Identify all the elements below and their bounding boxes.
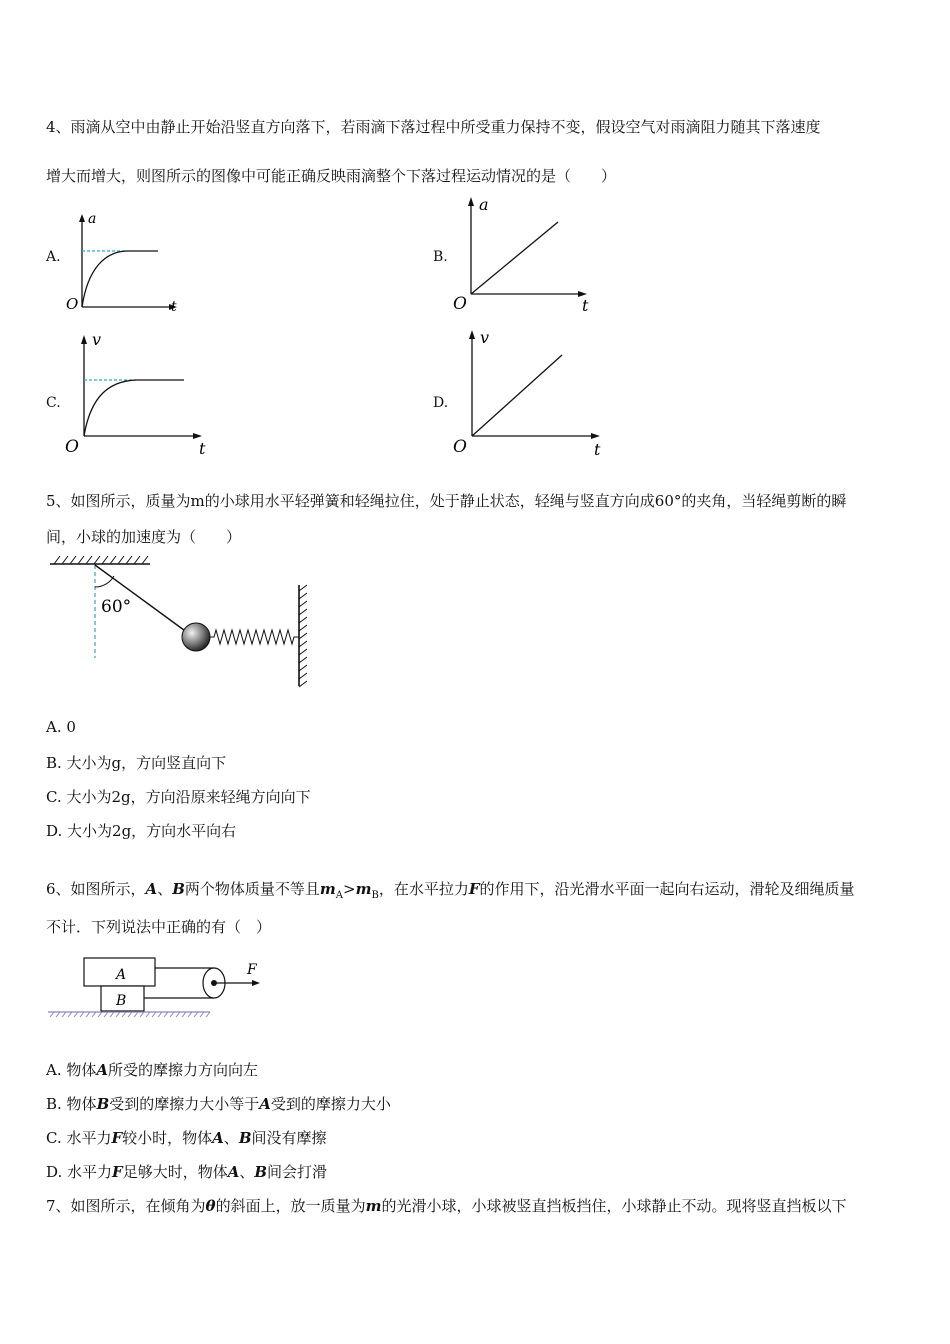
- force-label: F: [247, 962, 257, 978]
- graph-d-origin: O: [453, 437, 467, 457]
- pulley-blocks-figure: [46, 955, 266, 1021]
- q6-option-c: C. 水平力F较小时，物体A、B间没有摩擦: [46, 1129, 327, 1147]
- q6-line1: 6、如图所示，A、B两个物体质量不等且$m_A>m_B$，在水平拉力F的作用下，沿光滑水平面一起向右运动，滑轮及细绳质量: [46, 880, 855, 901]
- q6-option-a: A. 物体A所受的摩擦力方向向左: [46, 1061, 259, 1079]
- spring-ball-figure: [46, 555, 316, 690]
- block-a-label: A: [116, 967, 127, 983]
- graph-a-origin: O: [66, 295, 79, 313]
- graph-d-label: D.: [433, 395, 449, 411]
- graph-b-y-label: a: [479, 195, 489, 214]
- q7-line1: 7、如图所示，在倾角为θ的斜面上，放一质量为m的光滑小球，小球被竖直挡板挡住，小球静止不动。现将竖直挡板以下: [46, 1197, 847, 1215]
- q5-option-b: B. 大小为g，方向竖直向下: [46, 754, 227, 772]
- q5-line2: 间，小球的加速度为（ ）: [46, 528, 242, 546]
- q6-option-b: B. 物体B受到的摩擦力大小等于A受到的摩擦力大小: [46, 1095, 391, 1113]
- graph-b-x-label: t: [582, 296, 589, 315]
- graph-c-x-label: t: [199, 439, 206, 458]
- graph-a-label: A.: [46, 249, 61, 265]
- graph-b: [452, 195, 602, 320]
- graph-a-x-label: t: [171, 299, 177, 315]
- graph-a-y-label: a: [88, 211, 97, 227]
- graph-c-y-label: v: [92, 330, 102, 349]
- q4-line2: 增大而增大，则图所示的图像中可能正确反映雨滴整个下落过程运动情况的是（ ）: [46, 167, 617, 185]
- graph-d: [452, 325, 607, 460]
- graph-c-origin: O: [65, 437, 79, 457]
- q6-option-d: D. 水平力F足够大时，物体A、B间会打滑: [46, 1163, 328, 1181]
- q5-line1: 5、如图所示，质量为m的小球用水平轻弹簧和轻绳拉住，处于静止状态，轻绳与竖直方向成60°的夹角，当轻绳剪断的瞬: [46, 492, 847, 510]
- graph-c-label: C.: [46, 395, 61, 411]
- q6-line2: 不计．下列说法中正确的有（ ）: [46, 918, 272, 936]
- graph-a: [66, 212, 186, 317]
- graph-d-x-label: t: [594, 440, 601, 459]
- angle-label: 60°: [101, 597, 132, 617]
- graph-d-y-label: v: [480, 328, 490, 347]
- graph-b-origin: O: [453, 294, 467, 314]
- graph-b-label: B.: [433, 249, 448, 265]
- q4-line1: 4、雨滴从空中由静止开始沿竖直方向落下，若雨滴下落过程中所受重力保持不变，假设空气对雨滴阻力随其下落速度: [46, 118, 821, 136]
- graph-c: [64, 330, 219, 460]
- block-b-label: B: [116, 993, 127, 1009]
- q5-option-d: D. 大小为2g，方向水平向右: [46, 822, 237, 840]
- q5-option-a: A. 0: [46, 718, 76, 736]
- q5-option-c: C. 大小为2g，方向沿原来轻绳方向向下: [46, 788, 311, 806]
